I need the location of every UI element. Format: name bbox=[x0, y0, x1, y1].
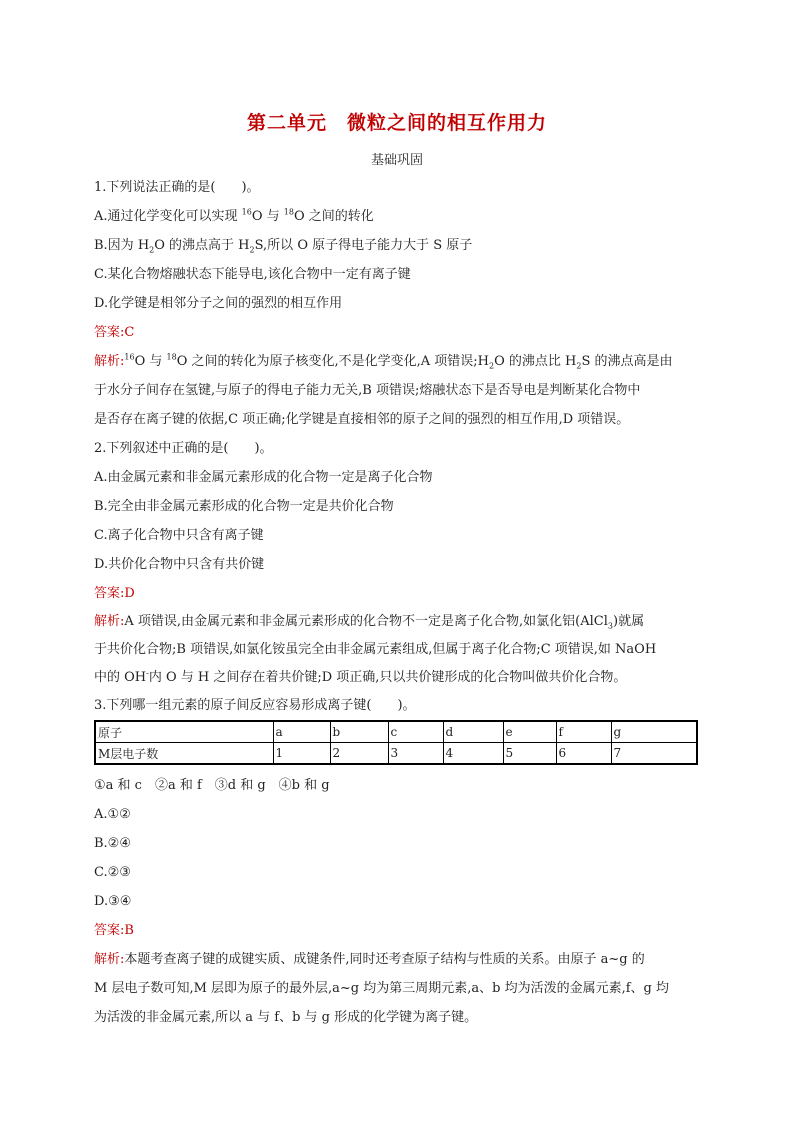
question-1-option-a: A.通过化学变化可以实现 $^{16}$O 与 $^{18}$O 之间的转化 bbox=[94, 207, 374, 224]
question-1-answer: 答案:C bbox=[94, 325, 135, 340]
table-cell: b bbox=[330, 721, 388, 743]
question-3-option-c: C.②③ bbox=[94, 865, 131, 880]
question-3-stem: 3.下列哪一组元素的原子间反应容易形成离子键( )。 bbox=[94, 698, 416, 713]
section-heading: 基础巩固 bbox=[370, 153, 423, 168]
question-3-answer: 答案:B bbox=[94, 923, 134, 938]
table-cell: 7 bbox=[611, 743, 697, 765]
table-cell: a bbox=[273, 721, 330, 743]
question-1-analysis-line-3: 是否存在离子键的依据,C 项正确;化学键是直接相邻的原子之间的强烈的相互作用,D 项错误。 bbox=[94, 412, 630, 427]
table-cell: 2 bbox=[330, 743, 388, 765]
table-cell: d bbox=[443, 721, 503, 743]
question-3-option-a: A.①② bbox=[94, 807, 131, 822]
page-title: 第二单元 微粒之间的相互作用力 bbox=[246, 112, 547, 134]
question-1-option-d: D.化学键是相邻分子之间的强烈的相互作用 bbox=[94, 296, 343, 311]
question-1-option-c: C.某化合物熔融状态下能导电,该化合物中一定有离子键 bbox=[94, 267, 411, 282]
question-2-option-c: C.离子化合物中只含有离子键 bbox=[94, 528, 264, 543]
question-2-analysis-line-2: 于共价化合物;B 项错误,如氯化铵虽完全由非金属元素组成,但属于离子化合物;C 项错误,如 NaOH bbox=[94, 642, 657, 657]
question-2-analysis-line-1: 解析:A 项错误,由金属元素和非金属元素形成的化合物不一定是离子化合物,如氯化铝(AlCl$_3$)就属 bbox=[94, 614, 645, 631]
electron-table bbox=[94, 720, 698, 765]
question-3-analysis-line-3: 为活泼的非金属元素,所以 a 与 f、b 与 g 形成的化学键为离子键。 bbox=[94, 1010, 478, 1025]
question-1-analysis-line-2: 于水分子间存在氢键,与原子的得电子能力无关,B 项错误;熔融状态下是否导电是判断某化合物中 bbox=[94, 383, 641, 398]
table-cell: 原子 bbox=[95, 721, 273, 743]
table-cell: c bbox=[388, 721, 443, 743]
question-3-option-b: B.②④ bbox=[94, 836, 131, 851]
table-row bbox=[95, 743, 697, 765]
table-cell: 3 bbox=[388, 743, 443, 765]
table-cell: M层电子数 bbox=[95, 743, 273, 765]
table-cell: 4 bbox=[443, 743, 503, 765]
question-1-option-b: B.因为 $H_2O$ 的沸点高于 $H_2S$,所以 O 原子得电子能力大于 S 原子 bbox=[94, 238, 473, 255]
question-2-option-a: A.由金属元素和非金属元素形成的化合物一定是离子化合物 bbox=[94, 470, 433, 485]
question-3-analysis-line-1: 解析:本题考查离子键的成键实质、成键条件,同时还考查原子结构与性质的关系。由原子 a~g 的 bbox=[94, 952, 645, 967]
table-cell: 1 bbox=[273, 743, 330, 765]
question-2-option-b: B.完全由非金属元素形成的化合物一定是共价化合物 bbox=[94, 499, 394, 514]
table-cell: g bbox=[611, 721, 697, 743]
question-3-choices: ①a 和 c ②a 和 f ③d 和 g ④b 和 g bbox=[94, 778, 330, 793]
question-2-option-d: D.共价化合物中只含有共价键 bbox=[94, 557, 265, 572]
question-1-analysis-line-1: 解析:$^{16}$O 与 $^{18}$O 之间的转化为原子核变化,不是化学变化,A 项错误$;H_2O$ 的沸点比 $H_2S$ 的沸点高是由 bbox=[94, 352, 673, 371]
table-cell: 6 bbox=[556, 743, 611, 765]
question-3-analysis-line-2: M 层电子数可知,M 层即为原子的最外层,a~g 均为第三周期元素,a、b 均为活泼的金属元素,f、g 均 bbox=[94, 981, 669, 996]
table-cell: f bbox=[556, 721, 611, 743]
question-2-analysis-line-3: 中的 OH-内 O 与 H 之间存在着共价键;D 项正确,只以共价键形成的化合物叫做共价化合物。 bbox=[94, 668, 627, 685]
question-2-stem: 2.下列叙述中正确的是( )。 bbox=[94, 441, 273, 456]
question-2-answer: 答案:D bbox=[94, 586, 135, 601]
question-1-stem: 1.下列说法正确的是( )。 bbox=[94, 180, 260, 195]
question-3-option-d: D.③④ bbox=[94, 894, 132, 909]
table-cell: e bbox=[503, 721, 556, 743]
table-row bbox=[95, 721, 697, 743]
table-cell: 5 bbox=[503, 743, 556, 765]
